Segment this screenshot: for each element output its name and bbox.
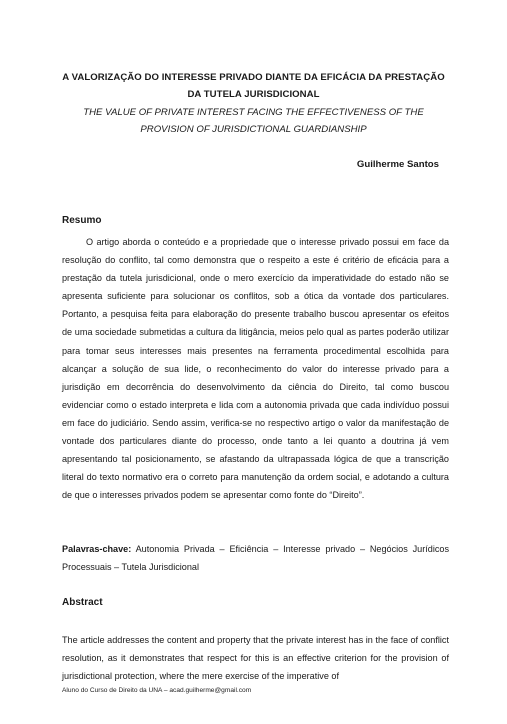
paper-title-english: THE VALUE OF PRIVATE INTEREST FACING THE EFFECTIVENESS OF THE PROVISION OF JURISDICTIONAL GUARDIANSHIP bbox=[83, 107, 424, 135]
keywords-label: Palavras-chave: bbox=[62, 544, 132, 554]
footnote: Aluno do Curso de Direito da UNA – acad.guilherme@gmail.com bbox=[62, 687, 252, 694]
paper-title-portuguese: A VALORIZAÇÃO DO INTERESSE PRIVADO DIANTE DA EFICÁCIA DA PRESTAÇÃO DA TUTELA JURISDICIONAL bbox=[62, 72, 445, 100]
resumo-paragraph bbox=[62, 233, 449, 504]
abstract-text: The article addresses the content and property that the private interest has in the face of conflict resolution, as it demonstrates that respect for this is an effective criterion for the provision of jurisdictional protection, where the mere exercise of the imperative of bbox=[62, 635, 449, 682]
author-name: Guilherme Santos bbox=[356, 159, 439, 170]
keywords-paragraph bbox=[62, 540, 449, 576]
resumo-text: O artigo aborda o conteúdo e a propriedade que o interesse privado possui em face da resolução do conflito, tal como demonstra que o respeito a este é critério de eficácia para a prestação da tutela jurisdicional, onde o mero exercício da imperatividade do estado não se apresenta suficiente para solucionar os conflitos, sob a ótica da vontade dos particulares. Portanto, a pesquisa feita para elaboração do presente trabalho buscou apresentar os efeitos de uma sociedade submetidas a cultura da litigância, meios pelo qual as partes poderão utilizar para tomar seus interesses mais presentes na ferramenta procedimental escolhida para alcançar a solução de sua lide, o reconhecimento do valor do interesse privado para a jurisdição em decorrência do desenvolvimento da ciência do Direito, tal como buscou evidenciar como o estado interpreta e lida com a autonomia privada que cada indivíduo possui em face do judiciário. Sendo assim, verifica-se no respectivo artigo o valor da manifestação de vontade dos particulares diante do processo, onde tanto a lei quanto a doutrina já vem apresentando tal posicionamento, se afastando da ultrapassada lógica de que a transcrição literal do texto normativo era o correto para manutenção da ordem social, e adotando a cultura de que o interesses privados podem se apresentar como fonte do “Direito”. bbox=[62, 237, 449, 501]
resumo-heading: Resumo bbox=[62, 215, 102, 226]
abstract-heading: Abstract bbox=[62, 597, 103, 608]
keywords-text: Autonomia Privada – Eficiência – Interesse privado – Negócios Jurídicos Processuais – Tutela Jurisdicional bbox=[62, 544, 449, 573]
abstract-paragraph bbox=[62, 631, 449, 685]
